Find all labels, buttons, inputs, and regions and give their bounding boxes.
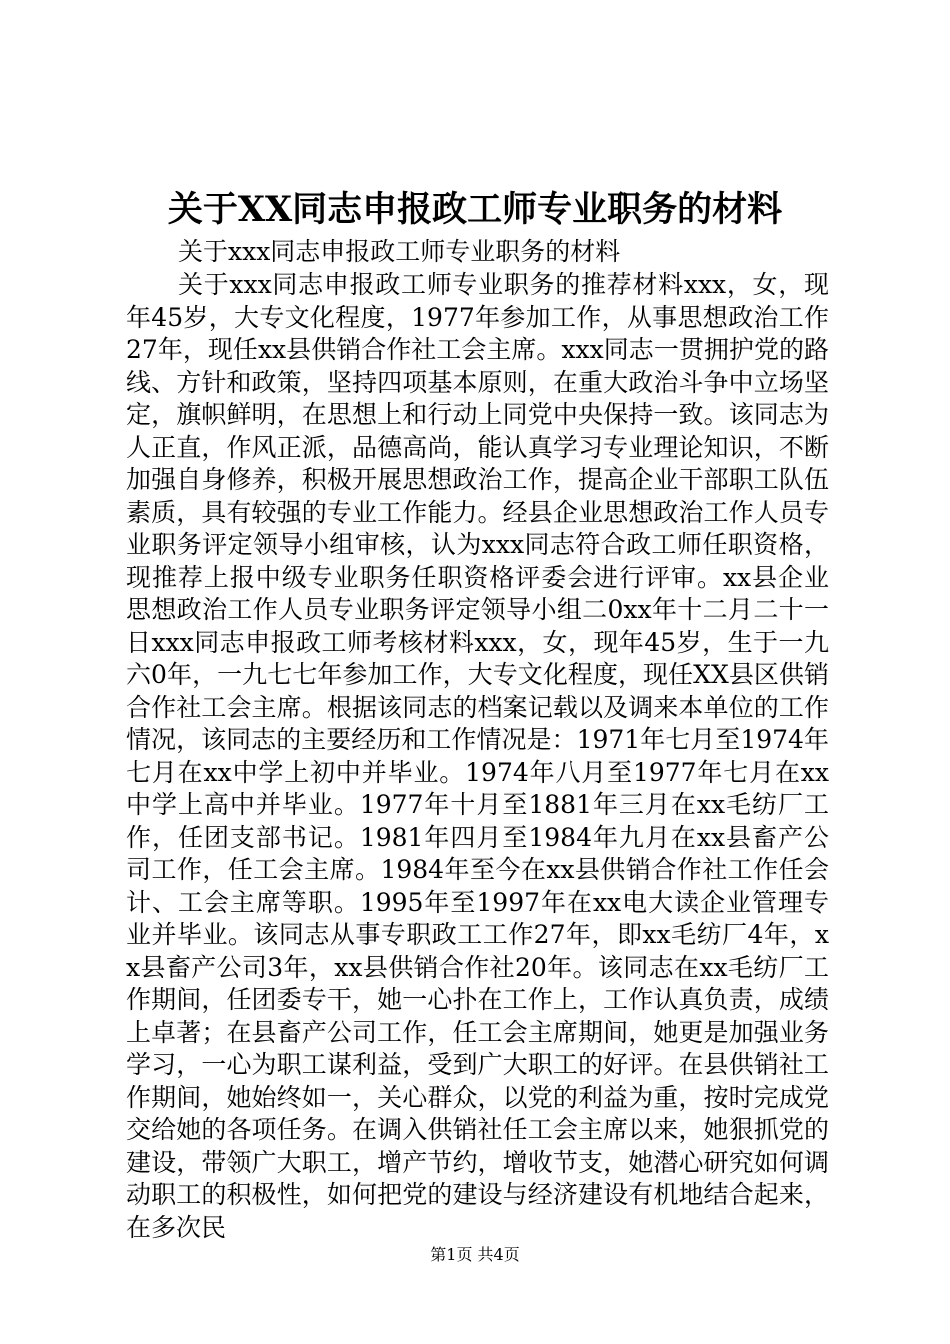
document-body: 关于xxx同志申报政工师专业职务的推荐材料xxx，女，现年45岁，大专文化程度，1977年参加工作，从事思想政治工作27年，现任xx县供销合作社工会主席。xxx同志一贯拥护党的路线、方针和政策，坚持四项基本原则，在重大政治斗争中立场坚定，旗帜鲜明，在思想上和行动上同党中央保持一致。该同志为人正直，作风正派，品德高尚，能认真学习专业理论知识，不断加强自身修养，积极开展思想政治工作，提高企业干部职工队伍素质，具有较强的专业工作能力。经县企业思想政治工作人员专业职务评定领导小组审核，认为xxx同志符合政工师任职资格，现推荐上报中级专业职务任职资格评委会进行评审。xx县企业思想政治工作人员专业职务评定领导小组二0xx年十二月二十一日xxx同志申报政工师考核材料xxx，女，现年45岁，生于一九六0年，一九七七年参加工作，大专文化程度，现任XX县区供销合作社工会主席。根据该同志的档案记载以及调来本单位的工作情况，该同志的主要经历和工作情况是：1971年七月至1974年七月在xx中学上初中并毕业。1974年八月至1977年七月在xx中学上高中并毕业。1977年十月至1881年三月在xx毛纺厂工作，任团支部书记。1981年四月至1984年九月在xx县畜产公司工作，任工会主席。1984年至今在xx县供销合作社工作任会计、工会主席等职。1995年至1997年在xx电大读企业管理专业并毕业。该同志从事专职政工工作27年，即xx毛纺厂4年，xx县畜产公司3年，xx县供销合作社20年。该同志在xx毛纺厂工作期间，任团委专干，她一心扑在工作上，工作认真负责，成绩上卓著；在县畜产公司工作，任工会主席期间，她更是加强业务学习，一心为职工谋利益，受到广大职工的好评。在县供销社工作期间，她始终如一，关心群众，以党的利益为重，按时完成党交给她的各项任务。在调入供销社任工会主席以来，她狠抓党的建设，带领广大职工，增产节约，增收节支，她潜心研究如何调动职工的积极性，如何把党的建设与经济建设有机地结合起来，在多次民 xyxy=(126,270,829,1242)
page-footer: 第1页 共4页 xyxy=(430,1245,520,1264)
document-subtitle: 关于xxx同志申报政工师专业职务的材料 xyxy=(178,237,621,266)
document-title: 关于XX同志申报政工师专业职务的材料 xyxy=(167,189,783,230)
